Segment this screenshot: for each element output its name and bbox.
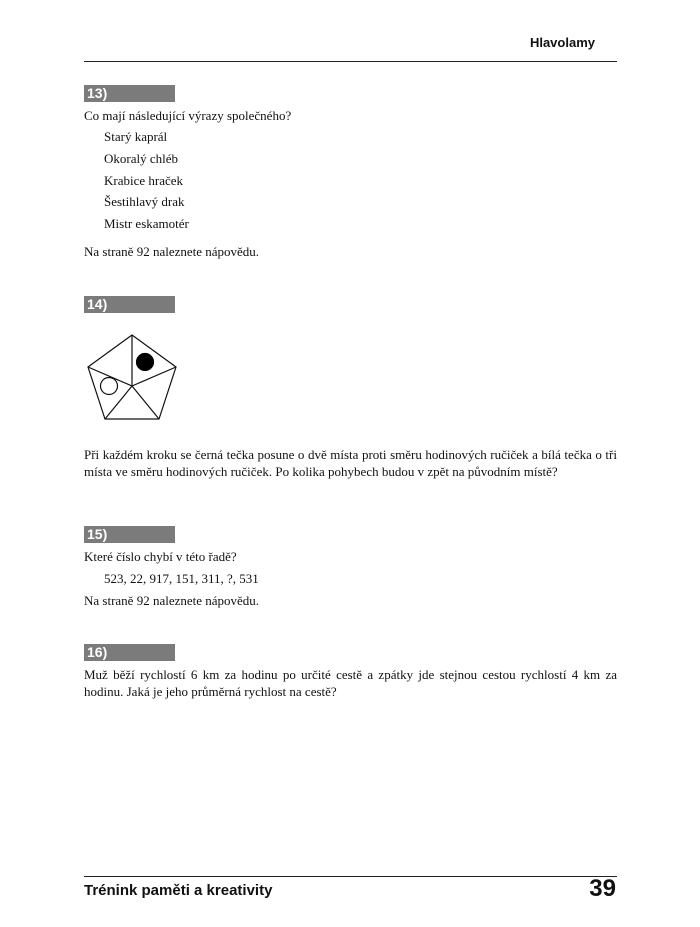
puzzle-14-label: 14) <box>84 296 175 313</box>
page-number: 39 <box>589 875 616 902</box>
list-item: Šestihlavý drak <box>104 194 185 209</box>
puzzle-15-label: 15) <box>84 526 175 543</box>
list-item: Okoralý chléb <box>104 151 179 166</box>
list-item: Krabice hraček <box>104 173 184 188</box>
footer-rule <box>84 876 617 877</box>
list-item: Starý kaprál <box>104 129 168 144</box>
white-dot <box>101 378 118 395</box>
running-head: Hlavolamy <box>529 35 595 50</box>
header-rule <box>84 61 617 62</box>
pentagon-spoke <box>132 367 176 386</box>
black-dot <box>137 354 154 371</box>
puzzle-13-question: Co mají následující výrazy společného? <box>84 108 292 123</box>
pentagon-spoke <box>132 386 159 419</box>
footer-title: Trénink paměti a kreativity <box>84 882 273 899</box>
puzzle-16-label: 16) <box>84 644 175 661</box>
puzzle-15-sequence: 523, 22, 917, 151, 311, ?, 531 <box>104 571 259 586</box>
puzzle-15-hint: Na straně 92 naleznete nápovědu. <box>84 593 260 608</box>
puzzle-14-text: Při každém kroku se černá tečka posune o dvě místa proti směru hodinových ručiček a bílá tečka o tři místa ve směru hodinových ručiček. Po kolika pohybech budou v zpět na původním místě? <box>84 447 617 479</box>
puzzle-13-hint: Na straně 92 naleznete nápovědu. <box>84 244 260 259</box>
puzzle-13-label: 13) <box>84 85 175 102</box>
puzzle-15-question: Které číslo chybí v této řadě? <box>84 549 237 564</box>
list-item: Mistr eskamotér <box>104 216 189 231</box>
pentagon-figure <box>84 334 180 424</box>
puzzle-16-text: Muž běží rychlostí 6 km za hodinu po určité cestě a zpátky jde stejnou cestou rychlostí 4 km za hodinu. Jaká je jeho průměrná rychlost na cestě? <box>84 667 617 699</box>
